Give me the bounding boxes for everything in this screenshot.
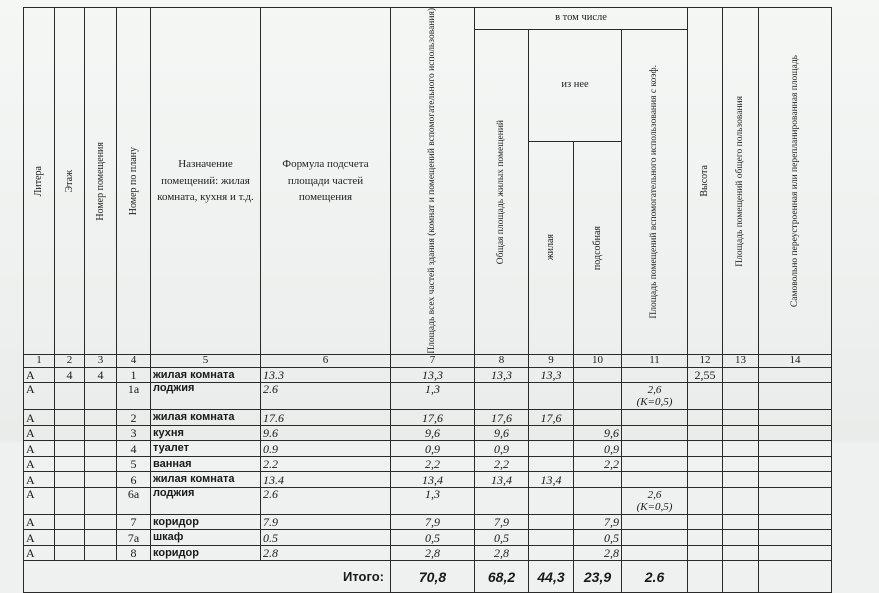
cell-empty [759,487,832,514]
cell-aux: 2,8 [574,545,622,561]
cell-aux [574,472,622,488]
cell-name: ванная [151,456,261,472]
cell-formula: 2.8 [261,545,391,561]
cell-empty [759,367,832,383]
cell-empty [759,410,832,426]
cell-plan: 7 [117,514,151,530]
cell-living [529,425,574,441]
cell-total: 17,6 [475,410,529,426]
cell-formula: 2.6 [261,383,391,410]
table-row [24,545,832,561]
cell-litera: А [24,425,55,441]
cell-coef [622,487,688,514]
cell-etazh [55,383,85,410]
cell-etazh [55,456,85,472]
cell-coef [622,545,688,561]
cell-total: 9,6 [475,425,529,441]
col-num: 6 [261,354,391,367]
cell-empty [723,487,759,514]
cell-nomer [85,456,117,472]
cell-coef [622,530,688,546]
cell-empty [723,545,759,561]
cell-formula: 13.4 [261,472,391,488]
coef-factor: (К=0,5) [636,500,673,513]
cell-empty [759,441,832,457]
cell-total: 7,9 [475,514,529,530]
col-num: 3 [85,354,117,367]
cell-empty [723,410,759,426]
cell-etazh [55,441,85,457]
col-num: 4 [117,354,151,367]
cell-total: 0,9 [475,441,529,457]
cell-living: 13,4 [529,472,574,488]
cell-plan: 8 [117,545,151,561]
cell-name: коридор [151,514,261,530]
cell-formula: 0.9 [261,441,391,457]
header-etazh: Этаж [55,8,85,355]
cell-empty [723,441,759,457]
cell-name: жилая комната [151,410,261,426]
cell-coef [622,425,688,441]
cell-height [688,456,723,472]
col-num: 13 [723,354,759,367]
header-zhilaya: жилая [529,141,574,354]
cell-total: 13,4 [475,472,529,488]
cell-etazh [55,545,85,561]
cell-all: 0,5 [391,530,475,546]
cell-living [529,530,574,546]
cell-plan: 7а [117,530,151,546]
cell-name: туалет [151,441,261,457]
coef-value: 2,6 [647,488,662,501]
col-num: 5 [151,354,261,367]
cell-litera: А [24,456,55,472]
cell-plan: 1 [117,367,151,383]
cell-empty [759,545,832,561]
header-formula: Формула подсчета площади частей помещения [261,8,391,355]
cell-empty [759,472,832,488]
cell-all: 0,9 [391,441,475,457]
cell-aux [574,383,622,410]
cell-litera: А [24,441,55,457]
cell-litera: А [24,367,55,383]
cell-plan: 4 [117,441,151,457]
cell-empty [759,425,832,441]
cell-formula: 2.6 [261,487,391,514]
cell-aux [574,487,622,514]
cell-nomer: 4 [85,367,117,383]
cell-total: 2,2 [475,456,529,472]
cell-litera: А [24,514,55,530]
cell-height [688,530,723,546]
cell-litera: А [24,472,55,488]
col-num: 8 [475,354,529,367]
cell-plan: 6а [117,487,151,514]
cell-total: 2,8 [475,545,529,561]
table-row [24,425,832,441]
cell-plan: 1а [117,383,151,410]
cell-nomer [85,530,117,546]
cell-litera: А [24,530,55,546]
header-obshchaya-ploshchad: Общая площадь жилых помещений [475,30,529,355]
cell-height [688,514,723,530]
col-num: 14 [759,354,832,367]
totals-empty [688,561,723,593]
col-num: 10 [574,354,622,367]
cell-plan: 6 [117,472,151,488]
totals-coef: 2.6 [622,561,688,593]
cell-living [529,441,574,457]
header-nomer-pomeshcheniya: Номер помещения [85,8,117,355]
col-num: 12 [688,354,723,367]
cell-coef [622,410,688,426]
cell-nomer [85,425,117,441]
totals-row [24,561,832,593]
cell-total: 0,5 [475,530,529,546]
table-row [24,367,832,383]
coef-value: 2,6 [647,384,662,397]
cell-all: 13,4 [391,472,475,488]
cell-all: 2,2 [391,456,475,472]
cell-plan: 3 [117,425,151,441]
area-explication-table [23,7,832,593]
table-row [24,487,832,514]
cell-etazh [55,514,85,530]
cell-name: кухня [151,425,261,441]
cell-height [688,425,723,441]
table-row [24,441,832,457]
cell-aux: 9,6 [574,425,622,441]
totals-total: 68,2 [475,561,529,593]
col-num: 1 [24,354,55,367]
col-num: 7 [391,354,475,367]
table-row [24,472,832,488]
col-num: 2 [55,354,85,367]
cell-height [688,410,723,426]
header-podsobnaya: подсобная [574,141,622,354]
cell-all: 7,9 [391,514,475,530]
cell-coef [622,383,688,410]
cell-all: 17,6 [391,410,475,426]
cell-aux: 2,2 [574,456,622,472]
header-naznachenie: Назначение помещений: жилая комната, кухня и т.д. [151,8,261,355]
totals-empty [759,561,832,593]
cell-all: 2,8 [391,545,475,561]
cell-formula: 7.9 [261,514,391,530]
header-ploshchad-vsekh: Площадь всех частей здания (комнат и помещений вспомогательного использования) [391,8,475,355]
cell-total: 13,3 [475,367,529,383]
cell-living [529,383,574,410]
cell-coef [622,472,688,488]
header-v-tom-chisle: в том числе [475,8,688,30]
totals-all: 70,8 [391,561,475,593]
table-row [24,383,832,410]
cell-empty [759,383,832,410]
cell-all: 1,3 [391,487,475,514]
cell-total [475,487,529,514]
cell-all: 9,6 [391,425,475,441]
cell-litera: А [24,383,55,410]
col-num: 9 [529,354,574,367]
header-nomer-po-planu: Номер по плану [117,8,151,355]
cell-etazh [55,472,85,488]
cell-nomer [85,487,117,514]
cell-empty [759,514,832,530]
cell-empty [759,530,832,546]
cell-empty [723,530,759,546]
header-ploshchad-koef: Площадь помещений вспомогательного использования с коэф. [622,30,688,355]
cell-nomer [85,441,117,457]
cell-nomer [85,545,117,561]
cell-coef [622,514,688,530]
cell-empty [723,425,759,441]
cell-empty [723,456,759,472]
cell-litera: А [24,487,55,514]
cell-empty [759,456,832,472]
cell-height [688,441,723,457]
cell-aux: 7,9 [574,514,622,530]
header-ploshchad-obshchego: Площадь помещений общего пользования [723,8,759,355]
cell-living: 13,3 [529,367,574,383]
cell-formula: 9.6 [261,425,391,441]
cell-coef [622,367,688,383]
cell-aux: 0,9 [574,441,622,457]
cell-litera: А [24,545,55,561]
cell-formula: 17.6 [261,410,391,426]
cell-etazh [55,487,85,514]
cell-formula: 2.2 [261,456,391,472]
cell-all: 13,3 [391,367,475,383]
coef-factor: (К=0,5) [636,396,673,409]
cell-name: жилая комната [151,367,261,383]
cell-aux: 0,5 [574,530,622,546]
cell-height [688,487,723,514]
cell-height [688,383,723,410]
cell-aux [574,410,622,426]
header-vysota: Высота [688,8,723,355]
cell-height [688,472,723,488]
table-row [24,514,832,530]
cell-living [529,487,574,514]
cell-living: 17,6 [529,410,574,426]
cell-nomer [85,472,117,488]
cell-height [688,545,723,561]
header-iz-nee: из нее [529,30,622,142]
cell-living [529,545,574,561]
cell-etazh: 4 [55,367,85,383]
cell-etazh [55,410,85,426]
cell-formula: 0.5 [261,530,391,546]
cell-plan: 2 [117,410,151,426]
cell-etazh [55,425,85,441]
cell-empty [723,383,759,410]
header-litera: Литера [24,8,55,355]
cell-formula: 13.3 [261,367,391,383]
totals-aux: 23,9 [574,561,622,593]
cell-etazh [55,530,85,546]
cell-aux [574,367,622,383]
cell-name: лоджия [151,383,261,410]
cell-empty [723,472,759,488]
cell-name: жилая комната [151,472,261,488]
cell-living [529,456,574,472]
totals-label: Итого: [24,561,391,593]
table-row [24,456,832,472]
cell-name: коридор [151,545,261,561]
cell-total [475,383,529,410]
totals-living: 44,3 [529,561,574,593]
header-samovolno: Самовольно переустроенная или перепланированная площадь [759,8,832,355]
col-num: 11 [622,354,688,367]
cell-empty [723,514,759,530]
cell-all: 1,3 [391,383,475,410]
table-row [24,410,832,426]
cell-coef [622,441,688,457]
cell-plan: 5 [117,456,151,472]
cell-living [529,514,574,530]
cell-coef [622,456,688,472]
cell-nomer [85,410,117,426]
column-numbers-row [24,354,832,367]
totals-empty [723,561,759,593]
table-row [24,530,832,546]
cell-nomer [85,514,117,530]
cell-empty [723,367,759,383]
cell-height: 2,55 [688,367,723,383]
cell-nomer [85,383,117,410]
cell-name: шкаф [151,530,261,546]
cell-name: лоджия [151,487,261,514]
cell-litera: А [24,410,55,426]
